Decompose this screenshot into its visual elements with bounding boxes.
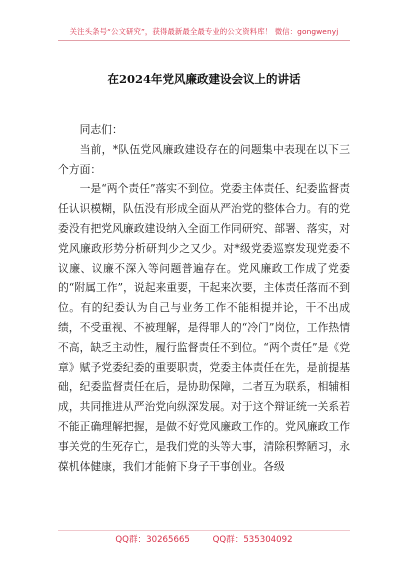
header-promo-text: 关注头条号“公文研究”，获得最新最全最专业的公文资料库！ 微信：gongwenyj (69, 27, 339, 36)
document-body (58, 120, 350, 476)
document-title: 在2024年党风廉政建设会议上的讲话 (107, 72, 301, 86)
paragraph-intro: 当前，*队伍党风廉政建设存在的问题集中表现在以下三个方面： (58, 142, 350, 176)
footer-divider (58, 530, 350, 531)
footer-qq-group-2: QQ群：535304092 (212, 535, 293, 545)
salutation: 同志们： (79, 123, 123, 136)
header-divider (58, 40, 350, 41)
paragraph-first-issue: 一是“两个责任”落实不到位。党委主体责任、纪委监督责任认识模糊，队伍没有形成全面从严治党的整体合力。有的党委没有把党风廉政建设纳入全面工作同研究、部署、落实，对党风廉政形势分析研判少之又少。对*级党委巡察发现党委不议廉、议廉不深入等问题普遍存在。党风廉政工作成了党委的“附属工作”，说起来重要，干起来次要，主体责任落而不到位。有的纪委认为自己与业务工作不能相提并论，干不出成绩，不受重视、不被理解，是得罪人的“冷门”岗位，工作热情不高，缺乏主动性，履行监督责任不到位。“两个责任”是《党章》赋予党委纪委的重要职责，党委主体责任在先，是前提基础，纪委监督责任在后，是协助保障，二者互为联系，相辅相成，共同推进从严治党向纵深发展。对于这个辩证统一关系若不能正确理解把握，是做不好党风廉政工作的。党风廉政工作事关党的生死存亡，是我们党的头等大事，清除积弊陋习，永葆机体健康，我们才能俯下身子干事创业。各级 (58, 182, 350, 473)
footer-qq-group-1: QQ群：30265665 (115, 535, 190, 545)
footer (58, 533, 350, 545)
